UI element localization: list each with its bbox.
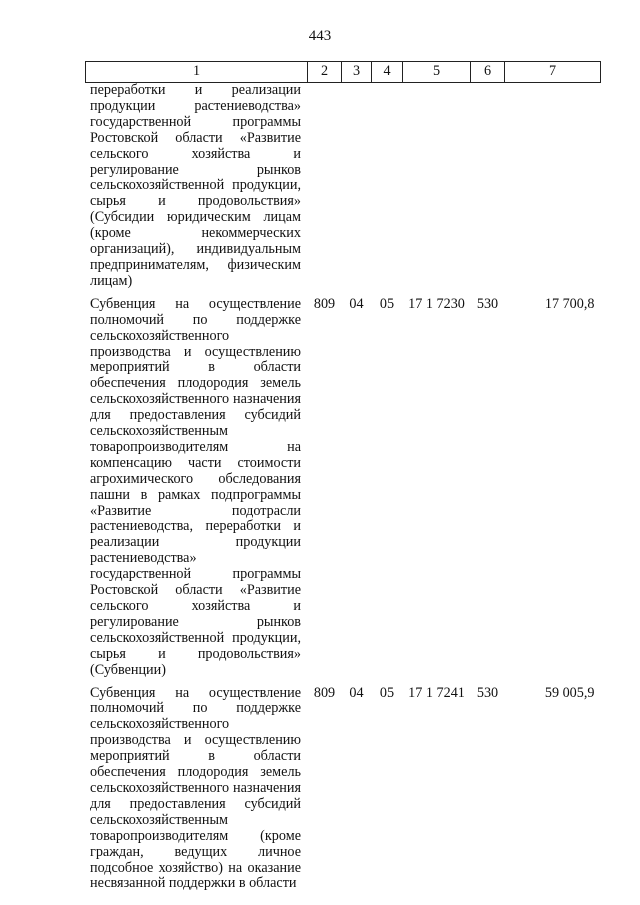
row-target-article	[403, 83, 471, 297]
row-subsection-code	[372, 83, 403, 297]
row-target-article: 17 1 7230	[408, 295, 465, 312]
row-section-code	[342, 83, 372, 297]
header-cell-6: 6	[471, 62, 505, 83]
row-description: Субвенция на осуществление полномочий по поддержке сельскохозяйственного производства и осуществлению мероприятий в области обеспечения плодородия земель сельскохозяйственного назначения для предоставления субсидий сельскохозяйственным товаропроизводителям на компенсацию части стоимости агрохимического обследования пашни в рамках подпрограммы «Развитие подотрасли растениеводства, переработки и реализации продукции растениеводства» государственной программы Ростовской области «Развитие сельского хозяйства и регулирование рынков сельскохозяйственной продукции, сырья и продовольствия» (Субвенции)	[90, 295, 301, 678]
row-description: переработки и реализации продукции растениеводства» государственной программы Ростовской области «Развитие сельского хозяйства и регулирование рынков сельскохозяйственной продукции, сырья и продовольствия» (Субсидии юридическим лицам (кроме некоммерческих организаций), индивидуальным предпринимателям, физическим лицам)	[90, 82, 301, 289]
row-target-article: 17 1 7241	[408, 684, 465, 701]
row-ministry-code	[308, 83, 342, 297]
table-row	[86, 686, 601, 893]
table-row	[86, 297, 601, 686]
header-cell-5: 5	[403, 62, 471, 83]
row-expense-type	[471, 83, 505, 297]
budget-table	[85, 61, 601, 892]
row-ministry-code: 809	[313, 684, 336, 701]
row-section-code: 04	[349, 684, 364, 701]
header-cell-7: 7	[505, 62, 601, 83]
row-expense-type: 530	[476, 684, 499, 701]
row-amount: 59 005,9	[544, 684, 595, 701]
header-cell-4: 4	[372, 62, 403, 83]
row-subsection-code: 05	[379, 295, 395, 312]
row-subsection-code: 05	[379, 684, 395, 701]
row-ministry-code: 809	[313, 295, 336, 312]
table-header-row	[86, 62, 601, 83]
row-amount	[505, 83, 601, 297]
header-cell-3: 3	[342, 62, 372, 83]
row-amount: 17 700,8	[544, 295, 595, 312]
row-expense-type: 530	[476, 295, 499, 312]
table-row	[86, 83, 601, 297]
header-cell-2: 2	[308, 62, 342, 83]
row-section-code: 04	[349, 295, 364, 312]
row-description: Субвенция на осуществление полномочий по поддержке сельскохозяйственного производства и осуществлению мероприятий в области обеспечения плодородия земель сельскохозяйственного назначения для предоставления субсидий сельскохозяйственным товаропроизводителям (кроме граждан, ведущих личное подсобное хозяйство) на оказание несвязанной поддержки в области	[90, 684, 301, 892]
header-cell-1: 1	[86, 62, 308, 83]
page-number: 443	[308, 28, 332, 44]
